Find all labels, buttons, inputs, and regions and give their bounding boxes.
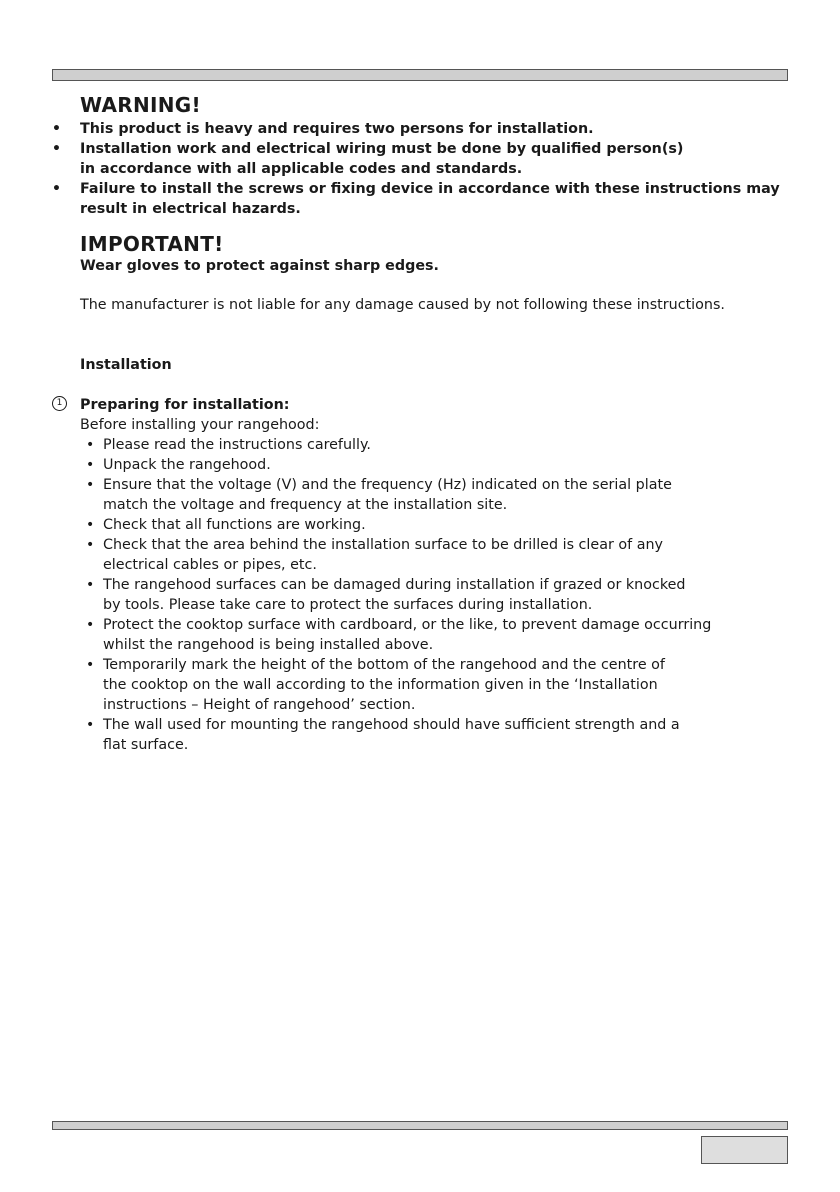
installation-heading: Installation <box>80 357 172 373</box>
step-number-badge: 1 <box>52 396 67 411</box>
install-bullet-icon: • <box>86 437 95 453</box>
install-bullet-icon: • <box>86 457 95 473</box>
page-number-box <box>701 1136 788 1164</box>
warning-bullet-icon: • <box>52 121 61 137</box>
warning-item-line: Failure to install the screws or fixing device in accordance with these instructions may <box>80 181 780 197</box>
step-intro: Before installing your rangehood: <box>80 417 320 433</box>
warning-item-line: This product is heavy and requires two persons for installation. <box>80 121 594 137</box>
important-text: Wear gloves to protect against sharp edges. <box>80 258 439 274</box>
warning-item-line: in accordance with all applicable codes and standards. <box>80 161 523 177</box>
install-bullet-icon: • <box>86 617 95 633</box>
install-item-line: Unpack the rangehood. <box>103 457 271 473</box>
footer-bar <box>52 1121 788 1130</box>
install-bullet-icon: • <box>86 577 95 593</box>
install-bullet-icon: • <box>86 517 95 533</box>
install-item-line: Protect the cooktop surface with cardboard, or the like, to prevent damage occurring <box>103 617 712 633</box>
install-item-line: by tools. Please take care to protect the surfaces during installation. <box>103 597 593 613</box>
step-title: Preparing for installation: <box>80 397 290 413</box>
disclaimer-text: The manufacturer is not liable for any damage caused by not following these instructions. <box>80 297 725 313</box>
install-bullet-icon: • <box>86 717 95 733</box>
important-heading: IMPORTANT! <box>80 232 224 256</box>
install-item-line: whilst the rangehood is being installed above. <box>103 637 434 653</box>
install-item-line: Check that all functions are working. <box>103 517 366 533</box>
install-item-line: Ensure that the voltage (V) and the frequency (Hz) indicated on the serial plate <box>103 477 672 493</box>
install-bullet-icon: • <box>86 477 95 493</box>
install-item-line: instructions – Height of rangehood’ section. <box>103 697 416 713</box>
install-item-line: The rangehood surfaces can be damaged during installation if grazed or knocked <box>103 577 686 593</box>
install-bullet-icon: • <box>86 537 95 553</box>
install-bullet-icon: • <box>86 657 95 673</box>
install-item-line: electrical cables or pipes, etc. <box>103 557 317 573</box>
header-bar <box>52 69 788 81</box>
install-item-line: Please read the instructions carefully. <box>103 437 371 453</box>
install-item-line: match the voltage and frequency at the installation site. <box>103 497 508 513</box>
install-item-line: flat surface. <box>103 737 189 753</box>
install-item-line: Temporarily mark the height of the bottom of the rangehood and the centre of <box>103 657 665 673</box>
warning-bullet-icon: • <box>52 141 61 157</box>
warning-bullet-icon: • <box>52 181 61 197</box>
install-item-line: the cooktop on the wall according to the information given in the ‘Installation <box>103 677 658 693</box>
install-item-line: The wall used for mounting the rangehood should have sufficient strength and a <box>103 717 680 733</box>
warning-item-line: result in electrical hazards. <box>80 201 301 217</box>
warning-item-line: Installation work and electrical wiring must be done by qualified person(s) <box>80 141 684 157</box>
install-item-line: Check that the area behind the installation surface to be drilled is clear of any <box>103 537 663 553</box>
warning-heading: WARNING! <box>80 93 201 117</box>
